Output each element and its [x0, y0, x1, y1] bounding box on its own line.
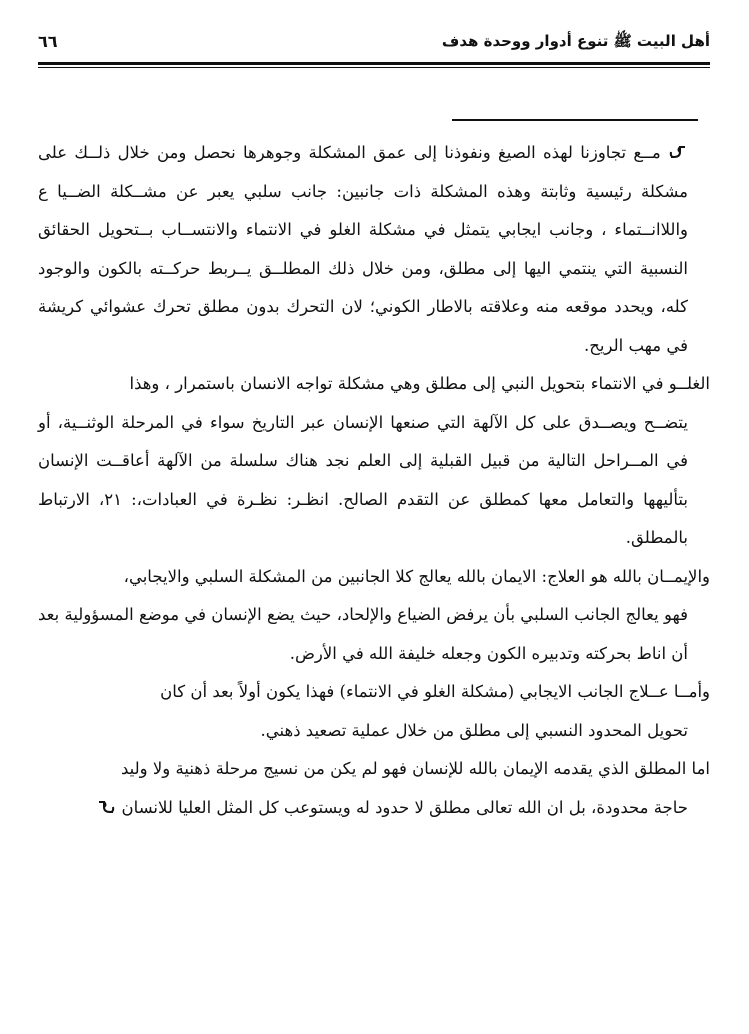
footnote-start-ornament-icon — [668, 144, 688, 160]
paragraph-1 — [38, 134, 710, 365]
header-rule-thin — [38, 67, 710, 68]
paragraph-4 — [38, 673, 710, 750]
footnote-body — [38, 134, 710, 827]
paragraph-3-first-line: والإيمــان بالله هو العلاج: الايمان بالله يعالج كلا الجانبين من المشكلة السلبي والايجابي، — [123, 566, 710, 586]
paragraph-5-first-line: اما المطلق الذي يقدمه الإيمان بالله للإنسان فهو لم يكن من نسيج مرحلة ذهنية ولا وليد — [120, 759, 710, 778]
header-title: أهل البيت ﷺ تنوع أدوار ووحدة هدف — [441, 32, 710, 50]
footnote-end-ornament-icon — [96, 799, 116, 815]
paragraph-2-first-line: الغلــو في الانتماء بتحويل النبي إلى مطلق وهي مشكلة تواجه الانسان باستمرار ، وهذا — [129, 374, 710, 393]
paragraph-2-rest: يتضــح ويصــدق على كل الآلهة التي صنعها الإنسان عبر التاريخ سواء في المرحلة الوثنــية، أو في المــراحل التالية من قبيل القبلية إلى العلم نجد هناك سلسلة من الآلهة أعاقــت الإنسان بتأليهها والتعامل معها كمطلق عن التقدم الصالح. انظـر: نظـرة في العبادات،: ٢١، الارتباط بالمطلق. — [38, 412, 688, 547]
paragraph-5 — [38, 750, 710, 827]
paragraph-2 — [38, 365, 710, 558]
paragraph-3-rest: فهو يعالج الجانب السلبي بأن يرفض الضياع والإلحاد، حيث يضع الإنسان في موضع المسؤولية بعد أن اناط بحركته وتدبيره الكون وجعله خليفة الله في الأرض. — [38, 605, 688, 663]
paragraph-3 — [38, 558, 710, 674]
running-header — [38, 28, 710, 58]
page-number: ٦٦ — [38, 32, 58, 51]
header-rule-thick — [38, 62, 710, 65]
paragraph-4-rest: تحويل المحدود النسبي إلى مطلق من خلال عملية تصعيد ذهني. — [260, 720, 688, 740]
paragraph-5-rest: حاجة محدودة، بل ان الله تعالى مطلق لا حدود له ويستوعب كل المثل العليا للانسان — [121, 797, 688, 817]
footnote-separator-rule — [452, 119, 698, 121]
paragraph-1-text: مــع تجاوزنا لهذه الصيغ ونفوذنا إلى عمق المشكلة وجوهرها نحصل ومن خلال ذلــك على مشكلة رئيسية وثابتة وهذه المشكلة ذات جانبين: جانب سلبي يعبر عن مشــكلة الضــيا ع واللاانــتماء ، وجانب ايجابي يتمثل في مشكلة الغلو في الانتماء والانتســاب بــتحويل الحقائق النسبية التي ينتمي اليها إلى مطلق، ومن خلال ذلك المطلــق يــربط حركــته بالكون والوجود كله، ويحدد موقعه منه وعلاقته بالاطار الكوني؛ لان التحرك بدون مطلق تحرك عشوائي كريشة في مهب الريح. — [38, 143, 688, 355]
paragraph-4-first-line: وأمــا عــلاج الجانب الايجابي (مشكلة الغلو في الانتماء) فهذا يكون أولاً بعد أن كان — [160, 682, 710, 701]
